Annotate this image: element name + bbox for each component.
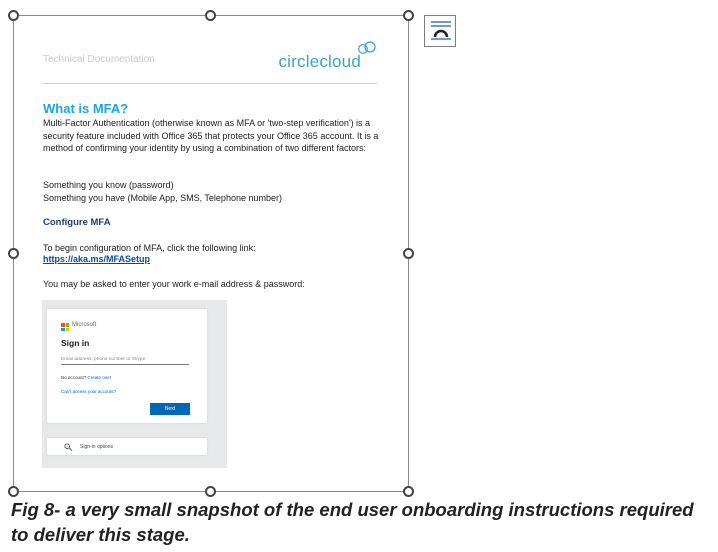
cant-access-link[interactable]: Can't access your account? [61,389,117,394]
resize-handle-bottom[interactable] [205,486,216,497]
signin-options-label: Sign-in options [80,444,114,450]
resize-handle-left[interactable] [8,248,19,259]
signin-card [47,309,207,423]
resize-handle-bottom-right[interactable] [403,486,414,497]
signin-options[interactable] [47,438,207,455]
resize-handle-top-right[interactable] [403,10,414,21]
config-instructions: To begin configuration of MFA, click the following link: [43,243,256,253]
resize-handle-top[interactable] [205,10,216,21]
signin-screenshot [42,300,227,468]
mfa-setup-link[interactable]: https://aka.ms/MFASetup [43,254,151,264]
no-account-text [61,375,111,380]
resize-handle-bottom-left[interactable] [8,486,19,497]
layout-options-icon [429,19,453,43]
selected-image-frame[interactable] [13,15,409,492]
figure-caption: Fig 8- a very small snapshot of the end user onboarding instructions required to deliver this stage. [11,499,694,545]
next-button[interactable]: Next [150,403,190,415]
microsoft-brand: Microsoft [72,322,97,328]
layout-options-button[interactable] [424,15,456,47]
factor-item: Something you have (Mobile App, SMS, Telephone number) [43,193,282,203]
document-category: Technical Documentation [43,54,155,65]
email-field[interactable] [61,355,189,365]
header-divider [43,83,377,84]
resize-handle-top-left[interactable] [8,10,19,21]
no-account-label: No account? [61,375,87,380]
create-account-link[interactable]: Create one! [87,375,112,380]
mfa-heading: What is MFA? [43,101,129,116]
mfa-intro: Multi-Factor Authentication (otherwise known as MFA or 'two-step verification') is a security feature included with Office 365 that protects your Office 365 account. It is a method of confirming your identity by using a combination of two different factors: [43,118,379,153]
signin-prompt: You may be asked to enter your work e-mail address & password: [43,279,305,289]
document-header [43,39,377,81]
circlecloud-logo [267,39,377,79]
microsoft-logo-icon [61,323,69,331]
factor-item: Something you know (password) [43,180,174,190]
circlecloud-logo-icon [357,41,377,55]
key-search-icon [64,443,73,451]
resize-handle-right[interactable] [403,248,414,259]
signin-title: Sign in [61,338,90,348]
logo-text: circlecloud [278,52,361,71]
configure-heading: Configure MFA [43,217,111,228]
